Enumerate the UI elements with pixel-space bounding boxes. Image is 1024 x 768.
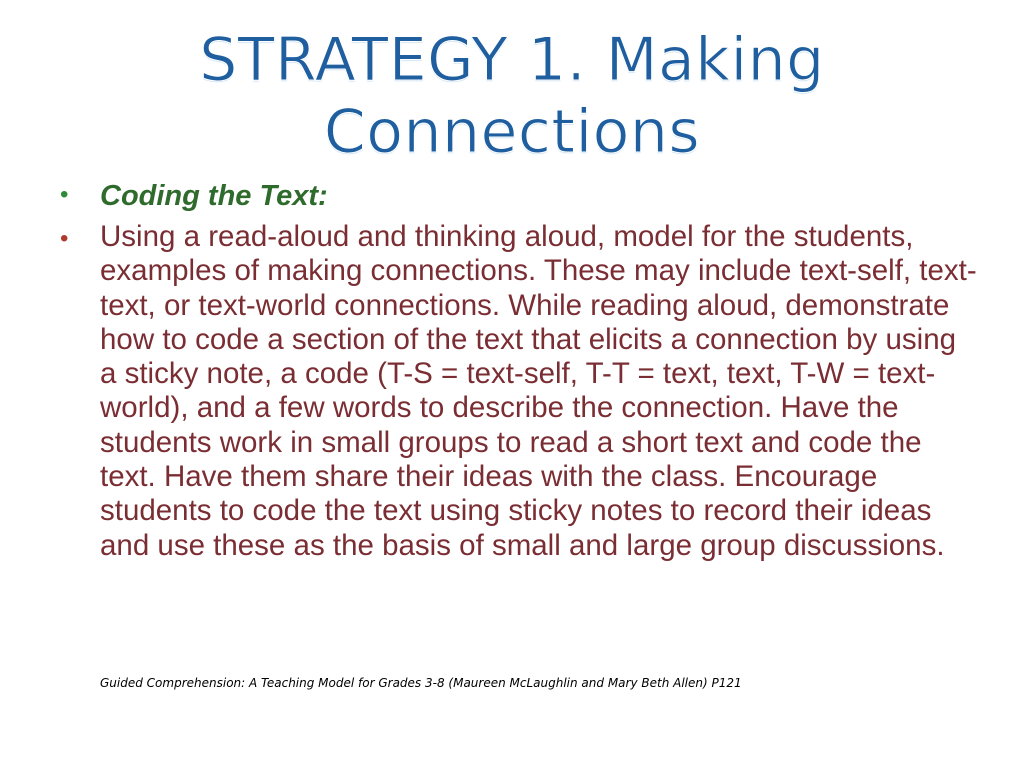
- source-citation: Guided Comprehension: A Teaching Model for Grades 3-8 (Maureen McLaughlin and Mary Beth Allen) P121: [100, 676, 742, 690]
- slide-title-line-1: STRATEGY 1. Making: [199, 25, 825, 95]
- slide-title-line-2: Connections: [323, 97, 701, 167]
- bullet-body-text: Using a read-aloud and thinking aloud, model for the students, examples of making connections. These may include text-self, text-text, or text-world connections. While reading aloud, demonstrate how to code a section of the text that elicits a connection by using a sticky note, a code (T-S = text-self, T-T = text, text, T-W = text-world), and a few words to describe the connection. Have the students work in small groups to read a short text and code the text. Have them share their ideas with the class. Encourage students to code the text using sticky notes to record their ideas and use these as the basis of small and large group discussions.: [100, 220, 977, 562]
- bullet-item-description: [56, 220, 976, 563]
- bullet-heading: Coding the Text:: [100, 180, 328, 212]
- bullet-item-coding-the-text: [56, 178, 976, 214]
- bullet-list: [56, 178, 976, 569]
- bullet-icon: •: [60, 181, 69, 208]
- slide-title: [0, 24, 1024, 168]
- bullet-icon: •: [60, 225, 69, 252]
